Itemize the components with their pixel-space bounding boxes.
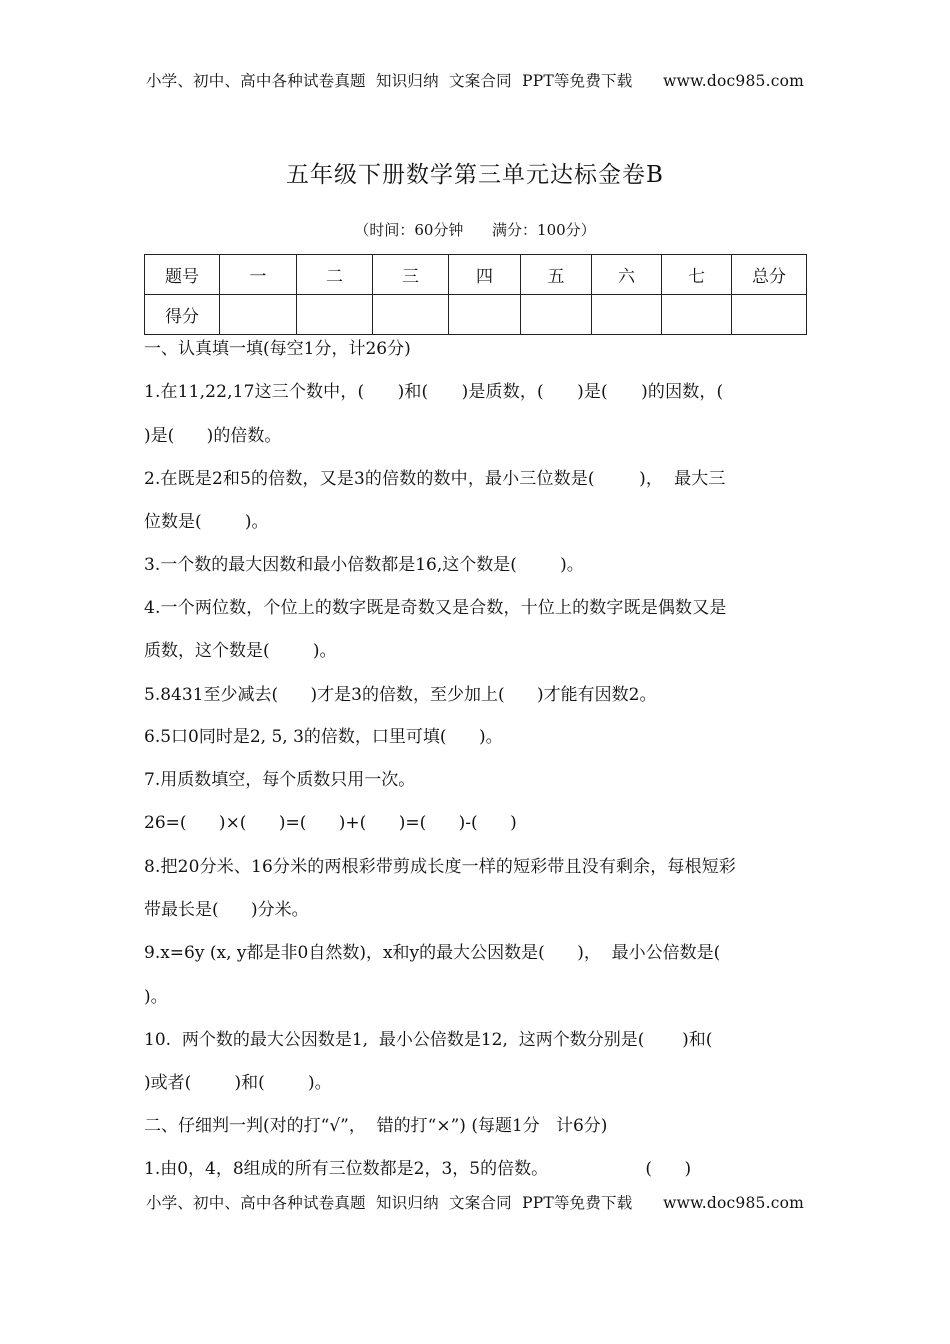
question-line: 质数，这个数是( )。 — [144, 641, 337, 661]
score-header-cell: 三 — [373, 255, 449, 295]
page-title: 五年级下册数学第三单元达标金卷B — [286, 162, 664, 188]
score-table-score-row — [145, 295, 807, 335]
section-1-heading: 一、认真填一填(每空1分，计26分) — [144, 339, 411, 359]
question-line: 4.一个两位数，个位上的数字既是奇数又是合数，十位上的数字既是偶数又是 — [144, 598, 727, 618]
score-cell — [220, 295, 297, 335]
score-header-cell: 题号 — [145, 255, 220, 295]
score-header-cell: 总分 — [732, 255, 807, 295]
question-line: 3.一个数的最大因数和最小倍数都是16,这个数是( )。 — [144, 555, 584, 575]
question-line: 带最长是( )分米。 — [144, 900, 309, 920]
question-line: )。 — [144, 987, 168, 1007]
score-header-cell: 五 — [521, 255, 592, 295]
score-cell — [732, 295, 807, 335]
score-table-header-row — [145, 255, 807, 295]
question-line: 9.x=6y (x, y都是非0自然数)，x和y的最大公因数是( )， 最小公倍数是( — [144, 943, 721, 963]
score-header-cell: 二 — [297, 255, 373, 295]
score-header-cell: 四 — [449, 255, 521, 295]
question-line: 8.把20分米、16分米的两根彩带剪成长度一样的短彩带且没有剩余，每根短彩 — [144, 857, 737, 877]
page-footer: 小学、初中、高中各种试卷真题 知识归纳 文案合同 PPT等免费下载 www.doc985.com — [145, 1194, 805, 1212]
score-cell — [449, 295, 521, 335]
score-cell — [521, 295, 592, 335]
score-cell — [662, 295, 732, 335]
section-2-heading: 二、仔细判一判(对的打“√”， 错的打“×”) (每题1分 计6分) — [144, 1116, 608, 1136]
question-line: 6.5口0同时是2, 5, 3的倍数，口里可填( )。 — [144, 727, 503, 747]
score-cell — [297, 295, 373, 335]
question-line: 1.由0，4，8组成的所有三位数都是2，3，5的倍数。 ( ) — [144, 1159, 692, 1179]
page-header: 小学、初中、高中各种试卷真题 知识归纳 文案合同 PPT等免费下载 www.doc985.com — [145, 72, 805, 90]
score-header-cell: 七 — [662, 255, 732, 295]
score-table — [144, 254, 807, 335]
question-line: 26=( )×( )=( )+( )=( )-( ) — [144, 813, 517, 833]
exam-info: （时间：60分钟 满分：100分） — [354, 221, 596, 239]
question-line: 位数是( )。 — [144, 512, 269, 532]
question-line: )是( )的倍数。 — [144, 426, 282, 446]
score-cell — [592, 295, 662, 335]
question-line: 10. 两个数的最大公因数是1, 最小公倍数是12, 这两个数分别是( )和( — [144, 1030, 713, 1050]
score-header-cell: 六 — [592, 255, 662, 295]
question-line: )或者( )和( )。 — [144, 1073, 332, 1093]
question-line: 1.在11,22,17这三个数中，( )和( )是质数，( )是( )的因数，( — [144, 382, 724, 402]
question-line: 7.用质数填空，每个质数只用一次。 — [144, 770, 416, 790]
question-line: 5.8431至少减去( )才是3的倍数，至少加上( )才能有因数2。 — [144, 685, 657, 705]
score-header-cell: 一 — [220, 255, 297, 295]
score-row-label: 得分 — [145, 295, 220, 335]
score-cell — [373, 295, 449, 335]
question-line: 2.在既是2和5的倍数，又是3的倍数的数中，最小三位数是( )， 最大三 — [144, 469, 726, 489]
